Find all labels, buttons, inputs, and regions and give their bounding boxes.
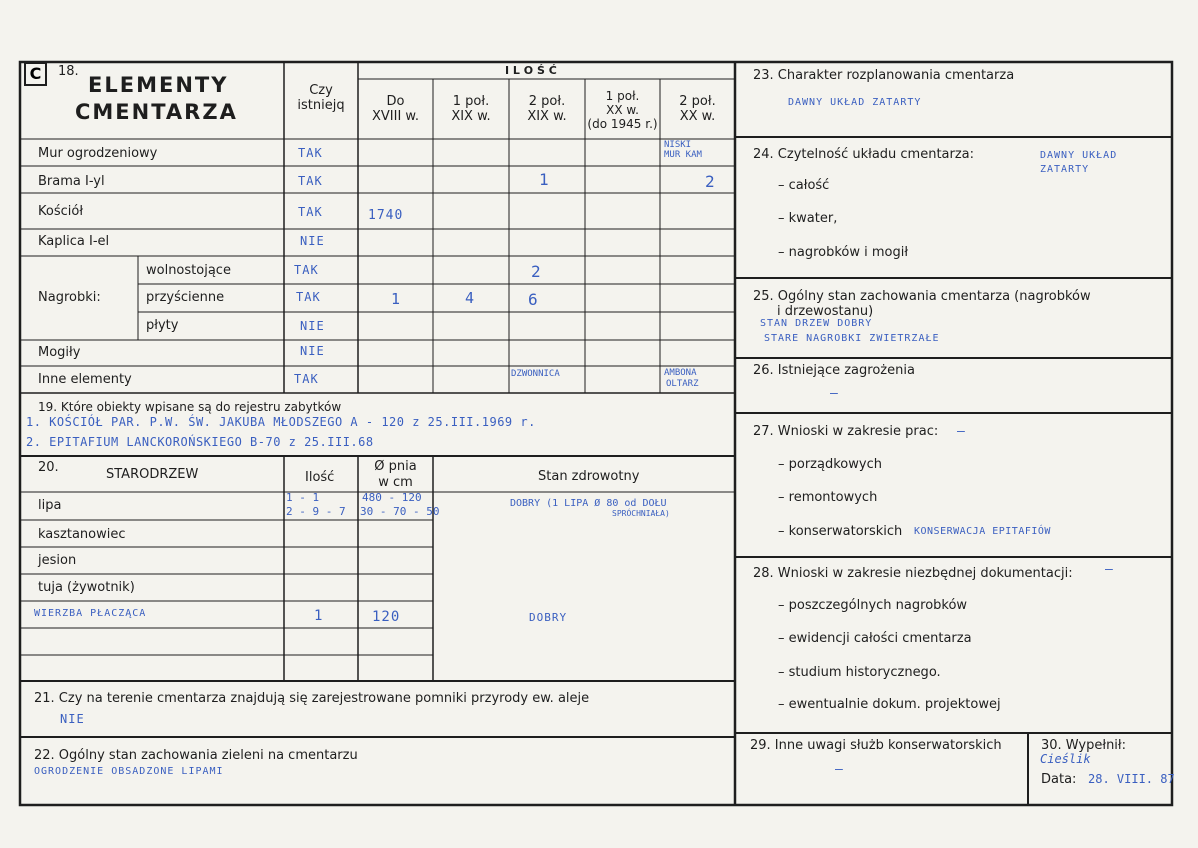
row-label-chapel: Kaplica I-el: [38, 234, 110, 249]
q20-col-quantity: Ilość: [305, 470, 335, 485]
q25-label-line1: 25. Ogólny stan zachowania cmentarza (nagrobków: [753, 289, 1091, 304]
other-period5-line2: OLTARZ: [666, 379, 699, 389]
q27-label: 27. Wnioski w zakresie prac:: [753, 424, 939, 439]
q29-answer: —: [835, 762, 844, 777]
wall-period5-line1: NISKI: [664, 140, 692, 150]
period-header-2: 1 poł. XIX w.: [451, 94, 491, 124]
tree-label-ash: jesion: [38, 553, 77, 568]
q24-item-tombs: – nagrobków i mogił: [778, 245, 909, 260]
willow-trunk: 120: [372, 609, 401, 625]
exists-freestanding: TAK: [294, 263, 319, 277]
lime-quantity-line1: 1 - 1: [286, 491, 320, 504]
q27-item-repair: – remontowych: [778, 490, 878, 505]
row-label-gate: Brama I-yl: [38, 174, 105, 189]
exists-slabs: NIE: [300, 319, 325, 333]
q24-answer-line2: ZATARTY: [1040, 164, 1090, 175]
q21-label: 21. Czy na terenie cmentarza znajdują się zarejestrowane pomniki przyrody ew. aleje: [34, 691, 590, 706]
q24-label: 24. Czytelność układu cmentarza:: [753, 147, 975, 162]
row-label-freestanding: wolnostojące: [146, 263, 231, 278]
willow-health: DOBRY: [529, 611, 568, 624]
exists-chapel: NIE: [300, 234, 325, 248]
gate-period5: 2: [705, 172, 716, 191]
wall-mounted-period3: 6: [528, 290, 539, 309]
q25-answer-line1: STAN DRZEW DOBRY: [760, 318, 873, 329]
q19-answer-line1: 1. KOŚCIÓŁ PAR. P.W. ŚW. JAKUBA MŁODSZEGO A - 120 z 25.III.1969 r.: [26, 415, 536, 429]
q27-dash: –: [957, 424, 966, 439]
row-label-wall-mounted: przyścienne: [146, 290, 225, 305]
q21-answer: NIE: [60, 712, 85, 726]
lime-quantity-line2: 2 - 9 - 7: [286, 505, 346, 518]
willow-label: WIERZBA PŁACZĄCA: [34, 608, 147, 619]
q26-answer: —: [830, 386, 839, 401]
wall-mounted-period1: 1: [391, 290, 402, 308]
quantity-header: I L O Ś Ć: [505, 64, 557, 77]
q20-col-trunk-1: Ø pnia: [374, 459, 417, 474]
exists-wall: TAK: [298, 146, 323, 160]
q20-number: 20.: [38, 460, 59, 475]
q20-title: STARODRZEW: [106, 467, 199, 482]
q28-item-design-docs: – ewentualnie dokum. projektowej: [778, 697, 1001, 712]
q20-col-health: Stan zdrowotny: [538, 469, 640, 484]
q27-conservation-answer: KONSERWACJA EPITAFIÓW: [914, 526, 1051, 537]
q22-answer: OGRODZENIE OBSADZONE LIPAMI: [34, 766, 224, 777]
exists-other: TAK: [294, 372, 319, 386]
q28-item-individual-tombs: – poszczególnych nagrobków: [778, 598, 968, 613]
other-period3: DZWONNICA: [511, 369, 560, 379]
exists-header: Czy istniejq: [297, 83, 345, 113]
q26-label: 26. Istniejące zagrożenia: [753, 363, 915, 378]
lime-trunk-line2: 30 - 70 - 50: [360, 505, 440, 518]
tree-label-chestnut: kasztanowiec: [38, 527, 126, 542]
q23-answer: DAWNY UKŁAD ZATARTY: [788, 97, 922, 108]
section-number: 18.: [58, 64, 79, 79]
exists-church: TAK: [298, 205, 323, 219]
other-period5-line1: AMBONA: [664, 368, 697, 378]
row-label-graves: Mogiły: [38, 345, 81, 360]
q24-item-whole: – całość: [778, 178, 830, 193]
exists-graves: NIE: [300, 344, 325, 358]
q25-answer-line2: STARE NAGROBKI ZWIETRZAŁE: [764, 333, 940, 344]
tree-label-lime: lipa: [38, 498, 62, 513]
section-title-line2: CMENTARZA: [75, 100, 238, 124]
q24-item-quarters: – kwater,: [778, 211, 838, 226]
q25-label-line2: i drzewostanu): [777, 304, 874, 319]
church-period1: 1740: [368, 208, 404, 223]
q23-label: 23. Charakter rozplanowania cmentarza: [753, 68, 1015, 83]
q24-answer-line1: DAWNY UKŁAD: [1040, 150, 1118, 161]
row-label-slabs: płyty: [146, 318, 179, 333]
q30-date-value: 28. VIII. 87: [1088, 772, 1175, 786]
q30-date-label: Data:: [1041, 772, 1077, 787]
q28-item-cemetery-records: – ewidencji całości cmentarza: [778, 631, 972, 646]
q29-label: 29. Inne uwagi służb konserwatorskich: [750, 738, 1002, 753]
q19-answer-line2: 2. EPITAFIUM LANCKOROŃSKIEGO B-70 z 25.III.68: [26, 435, 374, 449]
lime-trunk-line1: 480 - 120: [362, 491, 422, 504]
freestanding-period3: 2: [531, 262, 542, 281]
period-header-5: 2 poł. XX w.: [679, 94, 716, 124]
gate-period3: 1: [539, 170, 550, 189]
tree-label-thuja: tuja (żywotnik): [38, 580, 135, 595]
lime-health-line2: SPRÓCHNIAŁA): [612, 509, 670, 518]
wall-mounted-period2: 4: [465, 289, 476, 307]
q30-label: 30. Wypełnił:: [1041, 738, 1126, 753]
q27-item-cleanup: – porządkowych: [778, 457, 882, 472]
q28-item-historical-study: – studium historycznego.: [778, 665, 941, 680]
period-header-1: Do XVIII w.: [371, 94, 419, 124]
row-label-other: Inne elementy: [38, 372, 132, 387]
exists-gate: TAK: [298, 174, 323, 188]
q22-label: 22. Ogólny stan zachowania zieleni na cmentarzu: [34, 748, 358, 763]
period-header-4: 1 poł. XX w. (do 1945 r.): [587, 89, 658, 131]
q28-dash: –: [1105, 562, 1114, 577]
q28-label: 28. Wnioski w zakresie niezbędnej dokumentacji:: [753, 566, 1073, 581]
lime-health-line1: DOBRY (1 LIPA Ø 80 od DOŁU: [510, 498, 667, 509]
q27-item-conservation: – konserwatorskich: [778, 524, 903, 539]
row-label-church: Kościół: [38, 204, 84, 219]
period-header-3: 2 poł. XIX w.: [527, 94, 567, 124]
tombs-label: Nagrobki:: [38, 290, 101, 305]
q20-col-trunk-2: w cm: [378, 475, 413, 490]
section-title-line1: ELEMENTY: [88, 73, 229, 97]
willow-quantity: 1: [314, 608, 324, 624]
q30-signature: Cieślik: [1040, 752, 1091, 766]
row-label-wall: Mur ogrodzeniowy: [38, 146, 158, 161]
exists-wall-mounted: TAK: [296, 290, 321, 304]
wall-period5-line2: MUR KAM: [664, 150, 702, 160]
section-letter-box: C: [24, 62, 47, 86]
q19-label: 19. Które obiekty wpisane są do rejestru zabytków: [38, 400, 342, 414]
